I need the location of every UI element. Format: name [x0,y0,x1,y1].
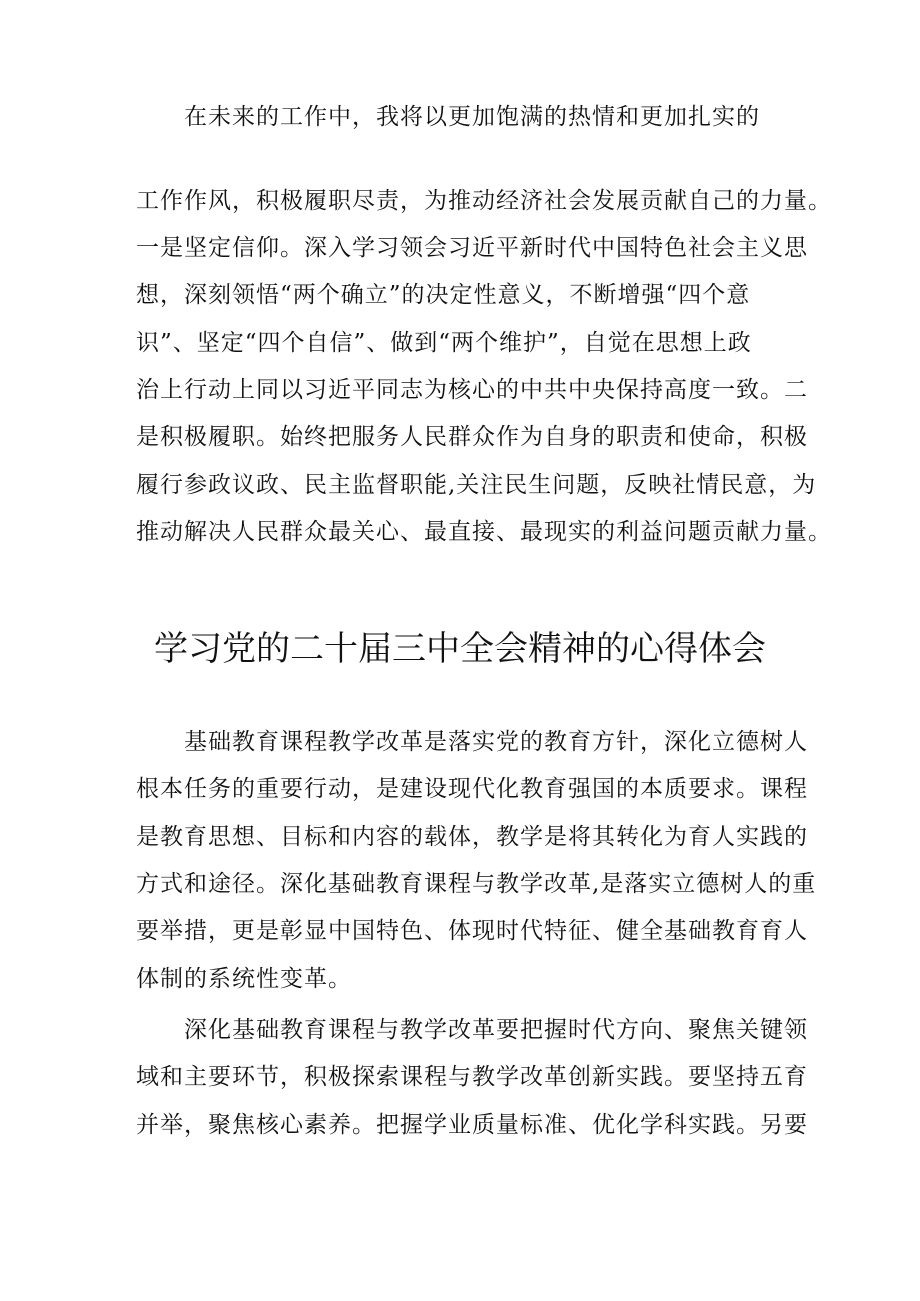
paragraph-line: 在未来的工作中，我将以更加饱满的热情和更加扎实的 [184,104,760,130]
paragraph-line: 体制的系统性变革。 [136,966,352,992]
paragraph-line: 深化基础教育课程与教学改革要把握时代方向、聚焦关键领 [184,1017,808,1043]
paragraph-line: 一是坚定信仰。深入学习领会习近平新时代中国特色社会主义思 [136,235,808,261]
paragraph-line: 履行参政议政、民主监督职能,关注民生问题，反映社情民意，为 [136,472,817,498]
paragraph-line: 推动解决人民群众最关心、最直接、最现实的利益问题贡献力量。 [136,519,832,545]
paragraph-line: 想，深刻领悟“两个确立”的决定性意义，不断增强“四个意 [136,282,751,308]
paragraph-line: 是积极履职。始终把服务人民群众作为自身的职责和使命，积极 [136,424,808,450]
paragraph-line: 基础教育课程教学改革是落实党的教育方针，深化立德树人 [184,729,808,755]
paragraph-line: 方式和途径。深化基础教育课程与教学改革,是落实立德树人的重 [136,871,817,897]
section-heading: 学习党的二十届三中全会精神的心得体会 [154,629,766,669]
paragraph-line: 是教育思想、目标和内容的载体，教学是将其转化为育人实践的 [136,824,808,850]
paragraph-line: 并举，聚焦核心素养。把握学业质量标准、优化学科实践。另要 [136,1112,808,1138]
paragraph-line: 根本任务的重要行动，是建设现代化教育强国的本质要求。课程 [136,776,808,802]
paragraph-line: 识”、坚定“四个自信”、做到“两个维护”，自觉在思想上政 [136,330,752,356]
paragraph-line: 要举措，更是彰显中国特色、体现时代特征、健全基础教育育人 [136,918,808,944]
paragraph-line: 工作作风，积极履职尽责，为推动经济社会发展贡献自己的力量。 [136,188,832,214]
paragraph-line: 治上行动上同以习近平同志为核心的中共中央保持高度一致。二 [136,377,808,403]
paragraph-line: 域和主要环节，积极探索课程与教学改革创新实践。要坚持五育 [136,1064,808,1090]
